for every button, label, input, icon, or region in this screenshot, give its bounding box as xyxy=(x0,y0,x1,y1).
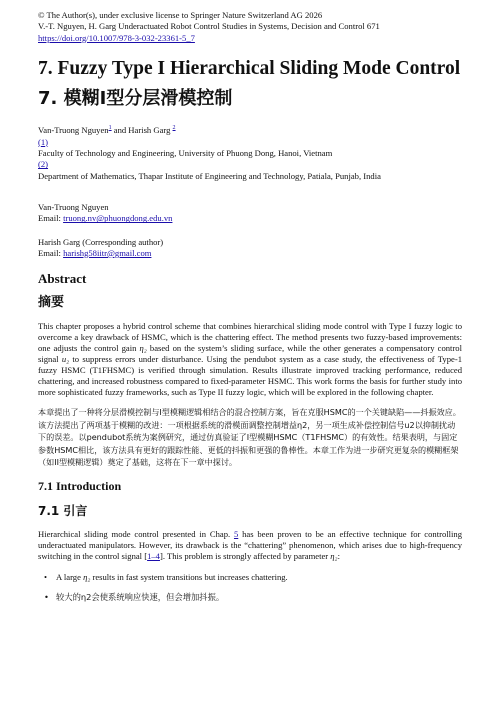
doi-link[interactable]: https://doi.org/10.1007/978-3-032-23361-5_7 xyxy=(38,32,195,43)
author-name: Van-Truong Nguyen xyxy=(38,125,109,136)
affiliation-anchor-link[interactable]: (1) xyxy=(38,136,49,147)
citation-ref-link[interactable]: 1–4 xyxy=(147,551,160,562)
section-heading-zh: 7.1 引言 xyxy=(38,504,88,519)
affiliation-ref-link[interactable]: 1 xyxy=(108,125,112,132)
abstract-paragraph-en: This chapter proposes a hybrid control scheme that combines hierarchical sliding mode control with Type I fuzzy logic to overcome a key drawback of HSMC, which is the chattering effect. The method presents two fuzzy-based improvements: one adjusts the control gain η₂ based on the system’s sliding surface, while the other generates a compensatory control signal u₂ to suppress errors under disturbance. Using the pendubot system as a case study, the effectiveness of Type-1 fuzzy HSMC (T1FHSMC) is verified through simulation. Results illustrate improved tracking performance, reduced chattering, and increased robustness compared to fixed-parameter HSMC. This work forms the basis for further study into more sophisticated fuzzy frameworks, such as Type II fuzzy logic, which will be explored in the following chapter. xyxy=(38,321,462,397)
email-link[interactable]: truong.nv@phuongdong.edu.vn xyxy=(63,213,173,224)
affiliation-anchor-link[interactable]: (2) xyxy=(38,159,49,170)
contact-name: Harish Garg (Corresponding author) xyxy=(38,236,164,247)
affiliation-text: Faculty of Technology and Engineering, University of Phuong Dong, Hanoi, Vietnam xyxy=(38,148,333,159)
affiliation-ref-link[interactable]: 2 xyxy=(172,125,176,132)
contact-name: Van-Truong Nguyen xyxy=(38,202,109,213)
publication-header xyxy=(38,0,462,44)
math-eta2: η₂ xyxy=(330,551,338,562)
list-item: • 较大的η2会使系统响应快速，但会增加抖振。 xyxy=(44,592,225,603)
abstract-heading-zh: 摘要 xyxy=(38,295,65,311)
list-item: • A large η₂ results in fast system transitions but increases chattering. xyxy=(44,572,288,583)
citation-line: V.-T. Nguyen, H. Garg Underactuated Robot Control Studies in Systems, Decision and Control 671 xyxy=(38,21,380,32)
email-label: Email: xyxy=(38,213,61,224)
intro-paragraph-en: Hierarchical sliding mode control presented in Chap. 5 has been proven to be an effective technique for controlling underactuated manipulators. However, its drawback is the “chattering” phenomenon, which arises due to high-frequency switching in the control signal [1–4]. This problem is strongly affected by parameter η₂: xyxy=(38,529,462,562)
chapter-title-zh: 7. 模糊I型分层滑模控制 xyxy=(38,88,233,110)
chapter-title-en: 7. Fuzzy Type I Hierarchical Sliding Mode Control xyxy=(38,58,461,80)
math-eta2: η₂ xyxy=(139,342,147,353)
contact-block xyxy=(38,202,462,224)
abstract-heading-en: Abstract xyxy=(38,271,87,287)
chapter-ref-link[interactable]: 5 xyxy=(233,529,239,540)
email-link[interactable]: harishg58iitr@gmail.com xyxy=(63,247,152,258)
math-u2: u₂ xyxy=(61,353,70,364)
contact-block xyxy=(38,237,462,259)
bullet-icon: • xyxy=(44,592,49,603)
bullet-icon: • xyxy=(44,572,48,583)
author-list xyxy=(38,125,462,182)
affiliation-text: Department of Mathematics, Thapar Institute of Engineering and Technology, Patiala, Punjab, India xyxy=(38,170,381,181)
bullet-list xyxy=(38,572,462,603)
abstract-paragraph-zh: 本章提出了一种将分层滑模控制与I型模糊逻辑相结合的混合控制方案，旨在克服HSMC的一个关键缺陷——抖振效应。该方法提出了两项基于模糊的改进：一项根据系统的滑模面调整控制增益η2，另一项生成补偿控制信号u2以抑制扰动下的误差。以pendubot系统为案例研究，通过仿真验证了I型模糊HSMC（T1FHSMC）的有效性。结果表明，与固定参数HSMC相比，该方法具有更好的跟踪性能、更低的抖振和更强的鲁棒性。本章工作为进一步研究更复杂的模糊框架（如II型模糊逻辑）奠定了基础，这将在下一章中探讨。 xyxy=(38,407,461,468)
email-label: Email: xyxy=(38,247,61,258)
section-heading-en: 7.1 Introduction xyxy=(38,479,122,494)
copyright-line: © The Author(s), under exclusive license to Springer Nature Switzerland AG 2026 xyxy=(38,10,323,20)
math-eta2: η₂ xyxy=(83,572,91,583)
author-name: and Harish Garg xyxy=(113,125,171,136)
